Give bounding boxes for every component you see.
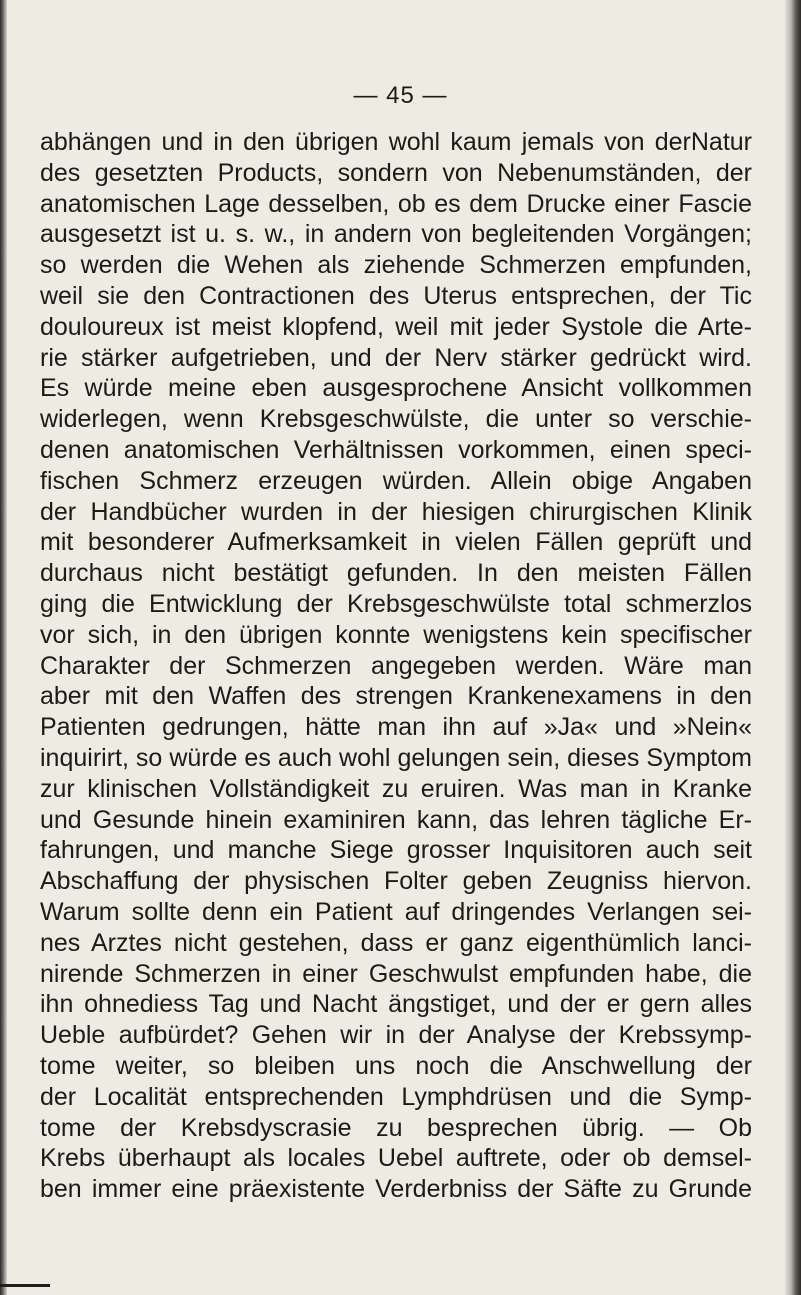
text-line: Es würde meine eben ausgesprochene Ansicht vollkommen xyxy=(40,374,752,403)
text-line: Krebs überhaupt als locales Uebel auftrete, oder ob demsel- xyxy=(40,1144,752,1173)
text-line: Warum sollte denn ein Patient auf dringendes Verlangen sei- xyxy=(40,897,752,926)
text-line: Ueble aufbürdet? Gehen wir in der Analyse der Krebssymp- xyxy=(40,1021,752,1050)
text-line: rie stärker aufgetrieben, und der Nerv stärker gedrückt wird. xyxy=(40,343,752,372)
page-left-edge xyxy=(0,0,7,1295)
text-line: aber mit den Waffen des strengen Krankenexamens in den xyxy=(40,682,752,711)
text-line: Patienten gedrungen, hätte man ihn auf »Ja« und »Nein« xyxy=(40,713,752,742)
text-line: denen anatomischen Verhältnissen vorkommen, einen speci- xyxy=(40,435,752,464)
text-line: durchaus nicht bestätigt gefunden. In den meisten Fällen xyxy=(40,559,752,588)
text-line: ihn ohnediess Tag und Nacht ängstiget, und der er gern alles xyxy=(40,990,752,1019)
text-line: nes Arztes nicht gestehen, dass er ganz eigenthümlich lanci- xyxy=(40,928,752,957)
text-line: der Localität entsprechenden Lymphdrüsen und die Symp- xyxy=(40,1082,752,1111)
bottom-edge-mark xyxy=(0,1284,50,1287)
page-number: — 45 — xyxy=(353,82,448,109)
text-line: und Gesunde hinein examiniren kann, das lehren tägliche Er- xyxy=(40,805,752,834)
text-line: abhängen und in den übrigen wohl kaum jemals von derNatur xyxy=(40,128,752,156)
text-line: fischen Schmerz erzeugen würden. Allein obige Angaben xyxy=(40,466,752,495)
text-line: douloureux ist meist klopfend, weil mit jeder Systole die Arte- xyxy=(40,312,752,341)
text-line: zur klinischen Vollständigkeit zu eruiren. Was man in Kranke xyxy=(40,774,752,803)
text-line: widerlegen, wenn Krebsgeschwülste, die unter so verschie- xyxy=(40,405,752,434)
text-line: Abschaffung der physischen Folter geben Zeugniss hiervon. xyxy=(40,867,752,896)
text-line: ging die Entwicklung der Krebsgeschwülste total schmerzlos xyxy=(40,589,752,618)
text-line: der Handbücher wurden in der hiesigen chirurgischen Klinik xyxy=(40,497,752,526)
text-line: inquirirt, so würde es auch wohl gelungen sein, dieses Symptom xyxy=(40,743,752,772)
text-line: weil sie den Contractionen des Uterus entsprechen, der Tic xyxy=(40,281,752,310)
body-text xyxy=(40,127,752,1205)
text-line: so werden die Wehen als ziehende Schmerzen empfunden, xyxy=(40,251,752,280)
text-line: ausgesetzt ist u. s. w., in andern von begleitenden Vorgängen; xyxy=(40,220,752,249)
text-line: des gesetzten Products, sondern von Nebenumständen, der xyxy=(40,158,752,187)
page-right-edge xyxy=(785,0,801,1295)
text-line: anatomischen Lage desselben, ob es dem Drucke einer Fascie xyxy=(40,189,752,218)
text-line: vor sich, in den übrigen konnte wenigstens kein specifischer xyxy=(40,620,752,649)
text-line: Charakter der Schmerzen angegeben werden. Wäre man xyxy=(40,651,752,680)
text-line: mit besonderer Aufmerksamkeit in vielen Fällen geprüft und xyxy=(40,528,752,557)
text-line: fahrungen, und manche Siege grosser Inquisitoren auch seit xyxy=(40,836,752,865)
text-line: tome weiter, so bleiben uns noch die Anschwellung der xyxy=(40,1051,752,1080)
text-line: ben immer eine präexistente Verderbniss der Säfte zu Grunde xyxy=(40,1175,752,1204)
text-line: tome der Krebsdyscrasie zu besprechen übrig. — Ob xyxy=(40,1113,752,1142)
text-line: nirende Schmerzen in einer Geschwulst empfunden habe, die xyxy=(40,959,752,988)
